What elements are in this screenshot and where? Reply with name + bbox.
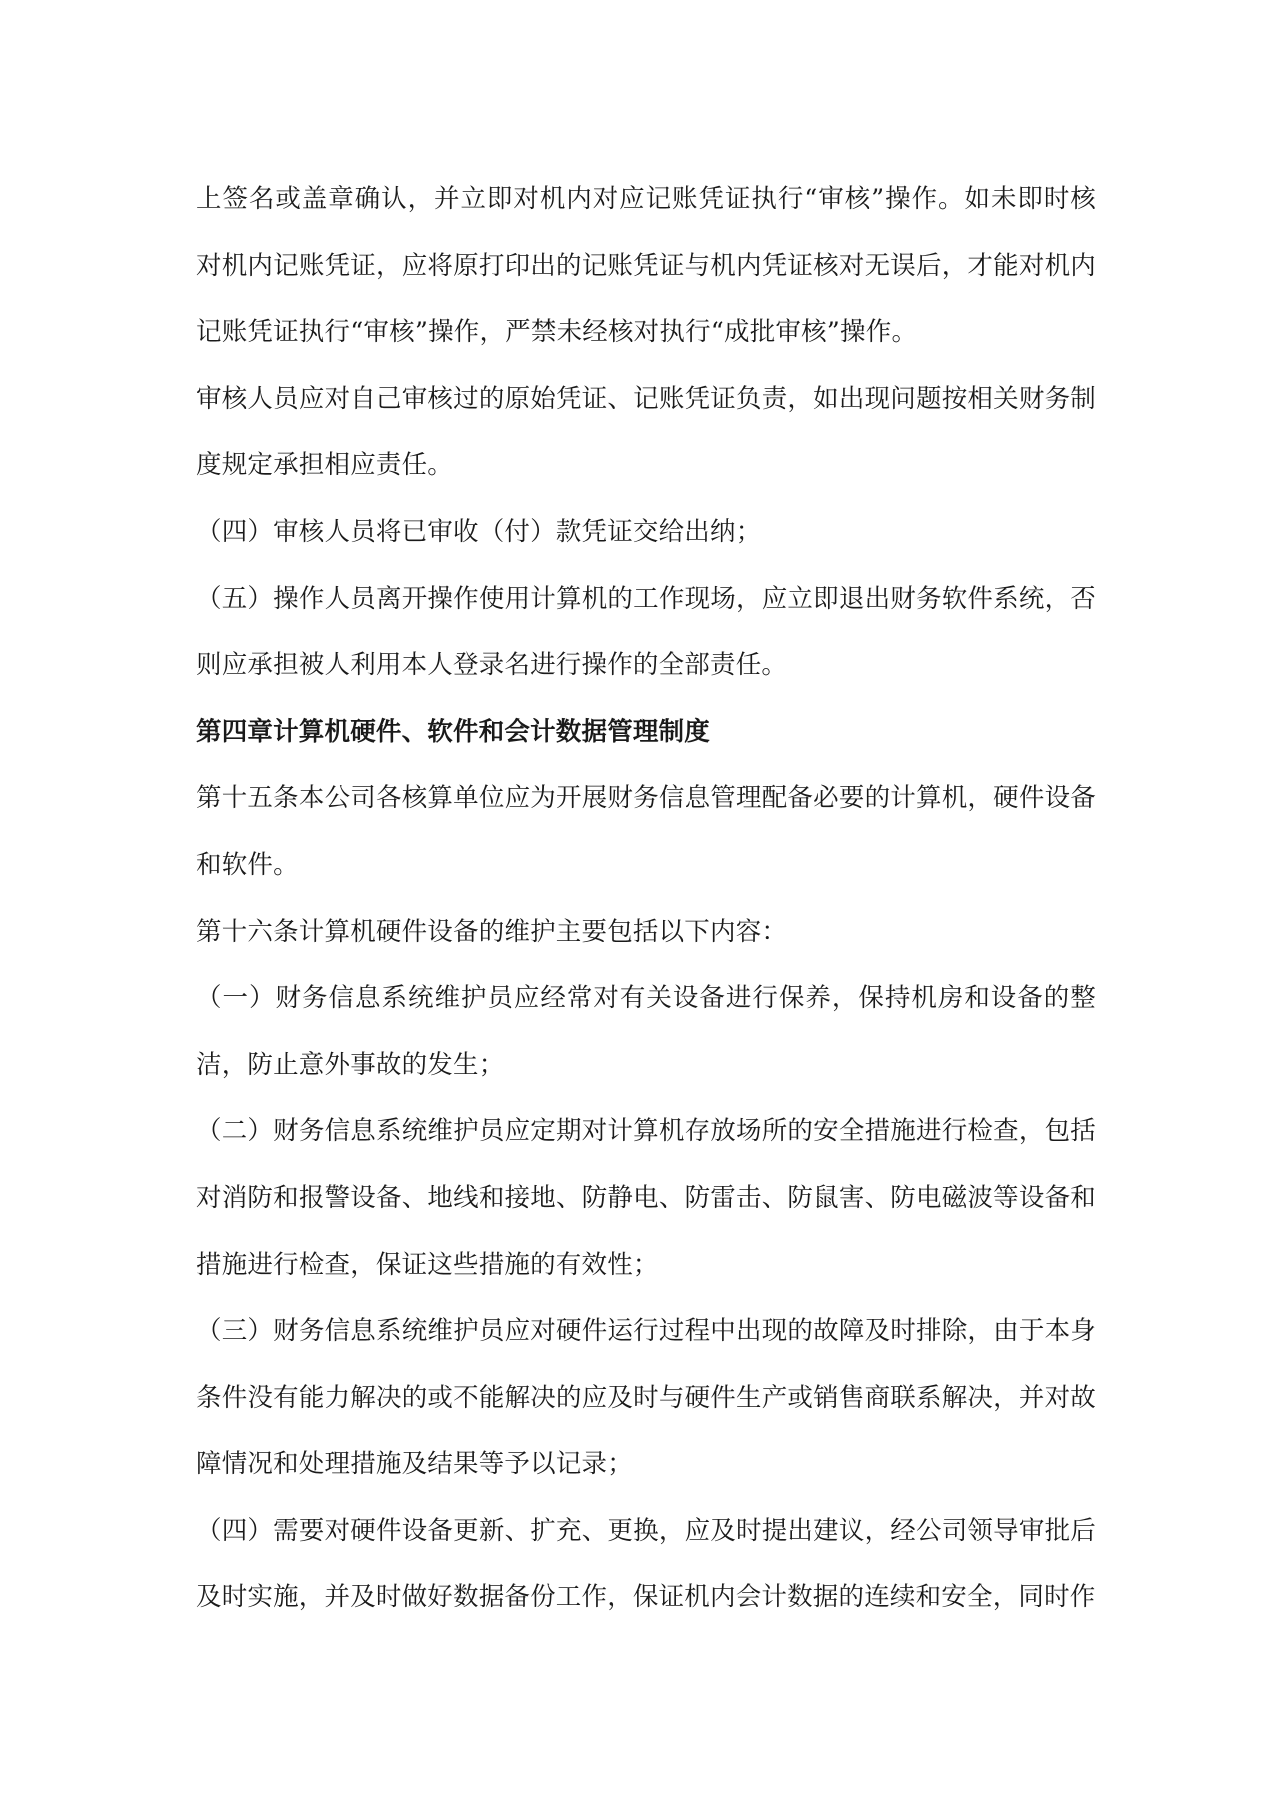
paragraph-item-1-maintenance: （一）财务信息系统维护员应经常对有关设备进行保养，保持机房和设备的整洁，防止意外事故的发生； (196, 983, 1096, 1080)
paragraph-item-3-fault-handling: （三）财务信息系统维护员应对硬件运行过程中出现的故障及时排除，由于本身条件没有能力解决的或不能解决的应及时与硬件生产或销售商联系解决，并对故障情况和处理措施及结果等予以记录； (196, 1316, 1096, 1480)
paragraph-article-16: 第十六条计算机硬件设备的维护主要包括以下内容： (196, 916, 788, 947)
paragraph-item-4-hardware-update: （四）需要对硬件设备更新、扩充、更换，应及时提出建议，经公司领导审批后及时实施，并及时做好数据备份工作，保证机内会计数据的连续和安全，同时作 (196, 1515, 1096, 1613)
document-body (196, 166, 1096, 1631)
paragraph-item-5-exit-system: （五）操作人员离开操作使用计算机的工作现场，应立即退出财务软件系统，否则应承担被人利用本人登录名进行操作的全部责任。 (196, 583, 1096, 681)
paragraph-article-15: 第十五条本公司各核算单位应为开展财务信息管理配备必要的计算机，硬件设备和软件。 (196, 783, 1096, 880)
paragraph-item-4-hand-to-cashier: （四）审核人员将已审收（付）款凭证交给出纳； (196, 516, 762, 547)
paragraph-reviewer-responsibility: 审核人员应对自己审核过的原始凭证、记账凭证负责，如出现问题按相关财务制度规定承担相应责任。 (196, 383, 1096, 481)
paragraph-item-2-safety-check: （二）财务信息系统维护员应定期对计算机存放场所的安全措施进行检查，包括对消防和报警设备、地线和接地、防静电、防雷击、防鼠害、防电磁波等设备和措施进行检查，保证这些措施的有效性； (196, 1116, 1096, 1280)
paragraph-review-confirmation: 上签名或盖章确认，并立即对机内对应记账凭证执行“审核”操作。如未即时核对机内记账凭证，应将原打印出的记账凭证与机内凭证核对无误后，才能对机内记账凭证执行“审核”操作，严禁未经核对执行“成批审核”操作。 (196, 184, 1096, 348)
chapter-heading: 第四章计算机硬件、软件和会计数据管理制度 (196, 716, 711, 747)
